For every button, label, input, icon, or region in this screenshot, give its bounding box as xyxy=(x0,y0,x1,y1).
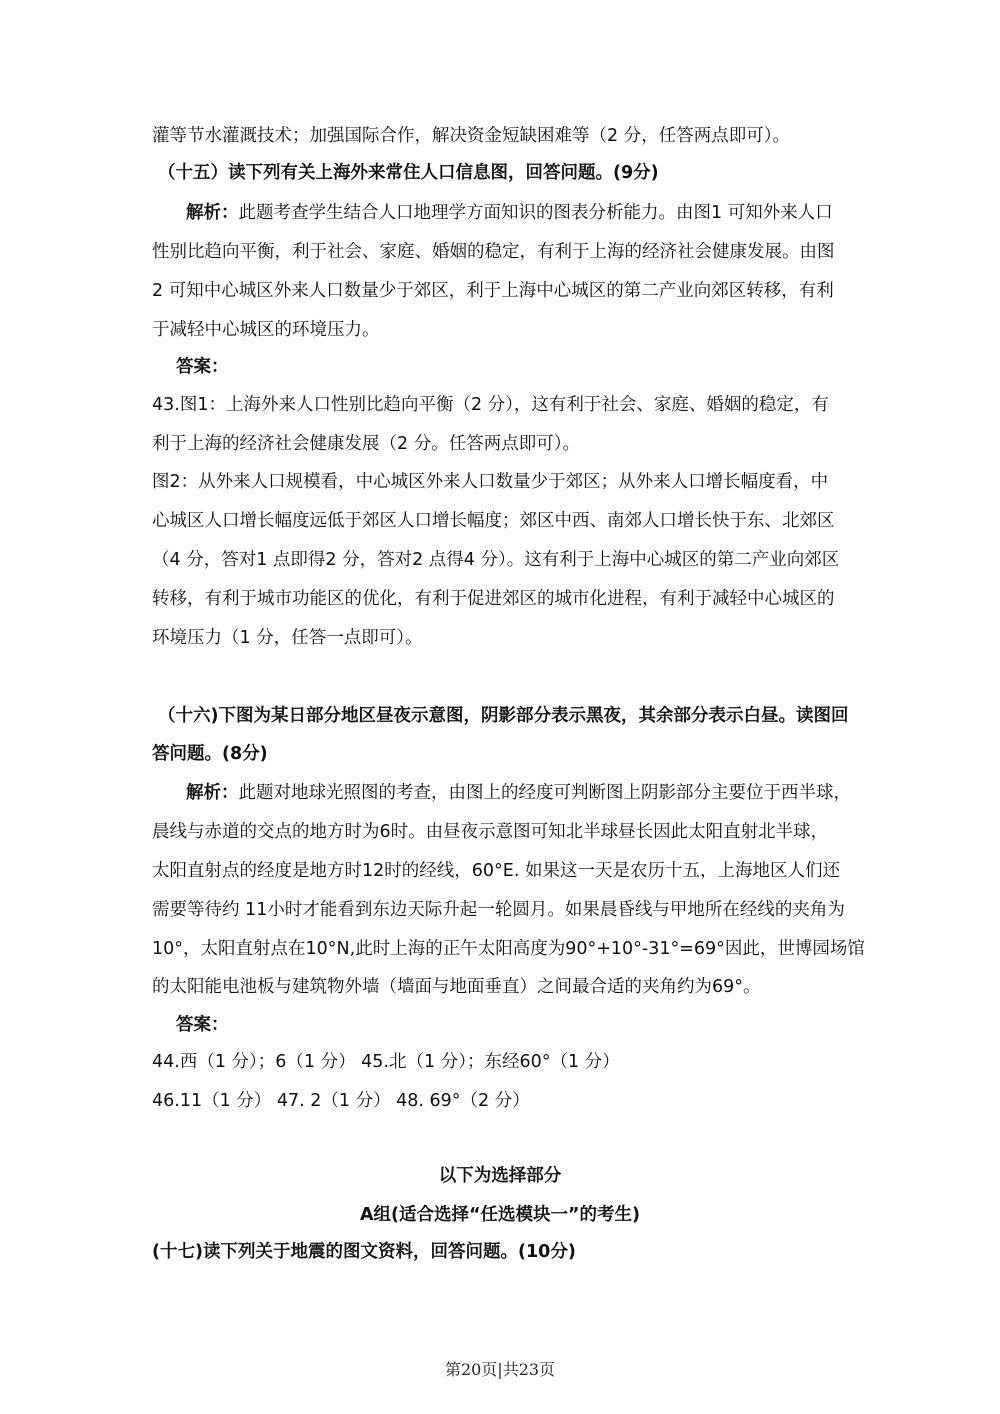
analysis-paragraph xyxy=(186,781,851,805)
text-line: 2 可知中心城区外来人口数量少于郊区，利于上海中心城区的第二产业向郊区转移，有利 xyxy=(152,281,834,301)
text-line: 此题考查学生结合人口地理学方面知识的图表分析能力。由图1 可知外来人口 xyxy=(238,203,833,223)
text-line: 利于上海的经济社会健康发展（2 分。任答两点即可）。 xyxy=(152,434,580,454)
answer-label: 答案： xyxy=(176,1015,229,1035)
answer-label: 答案： xyxy=(176,357,229,377)
question-heading: （十六)下图为某日部分地区昼夜示意图，阴影部分表示黑夜，其余部分表示白昼。读图回 xyxy=(158,706,849,726)
analysis-label: 解析： xyxy=(186,203,239,223)
text-line: 转移，有利于城市功能区的优化，有利于促进郊区的城市化进程，有利于减轻中心城区的 xyxy=(152,589,835,609)
text-line: 心城区人口增长幅度远低于郊区人口增长幅度；郊区中西、南郊人口增长快于东、北郊区 xyxy=(152,511,835,531)
question-heading-cont: 答问题。(8分) xyxy=(152,744,268,764)
text-line: 灌等节水灌溉技术；加强国际合作，解决资金短缺困难等（2 分，任答两点即可）。 xyxy=(152,126,790,146)
text-line: 环境压力（1 分，任答一点即可）。 xyxy=(152,628,423,648)
analysis-label: 解析： xyxy=(186,783,239,803)
question-heading: （十五）读下列有关上海外来常住人口信息图，回答问题。(9分) xyxy=(158,163,659,183)
text-line: 需要等待约 11小时才能看到东边天际升起一轮圆月。如果晨昏线与甲地所在经线的夹角为 xyxy=(152,900,845,920)
text-line: 性别比趋向平衡，利于社会、家庭、婚姻的稳定，有利于上海的经济社会健康发展。由图 xyxy=(152,242,835,262)
text-line: 44.西（1 分）；6（1 分） 45.北（1 分）；东经60°（1 分） xyxy=(152,1052,620,1072)
text-line: 于减轻中心城区的环境压力。 xyxy=(152,320,380,340)
text-line: 46.11（1 分） 47. 2（1 分） 48. 69°（2 分） xyxy=(152,1091,530,1111)
text-line: 此题对地球光照图的考查，由图上的经度可判断图上阴影部分主要位于西半球， xyxy=(238,783,851,803)
text-line: 的太阳能电池板与建筑物外墙（墙面与地面垂直）之间最合适的夹角约为69°。 xyxy=(152,977,761,997)
text-line: （4 分，答对1 点即得2 分，答对2 点得4 分）。这有利于上海中心城区的第二产业向郊区 xyxy=(152,550,840,570)
text-line: 43.图1：上海外来人口性别比趋向平衡（2 分），这有利于社会、家庭、婚姻的稳定，有 xyxy=(152,395,829,415)
question-heading: (十七)读下列关于地震的图文资料，回答问题。(10分) xyxy=(152,1242,576,1262)
section-title: 以下为选择部分 xyxy=(438,1166,562,1186)
text-line: 晨线与赤道的交点的地方时为6时。由昼夜示意图可知北半球昼长因此太阳直射北半球， xyxy=(152,822,829,842)
analysis-paragraph xyxy=(186,201,833,225)
text-line: 图2：从外来人口规模看，中心城区外来人口数量少于郊区；从外来人口增长幅度看，中 xyxy=(152,472,829,492)
text-line: 太阳直射点的经度是地方时12时的经线，60°E. 如果这一天是农历十五，上海地区人们还 xyxy=(152,861,840,881)
page-footer: 第20页|共23页 xyxy=(444,1360,556,1379)
text-line: 10°，太阳直射点在10°N,此时上海的正午太阳高度为90°+10°-31°=69°因此，世博园场馆 xyxy=(152,939,865,959)
section-subtitle: A组(适合选择“任选模块一”的考生) xyxy=(359,1205,641,1225)
